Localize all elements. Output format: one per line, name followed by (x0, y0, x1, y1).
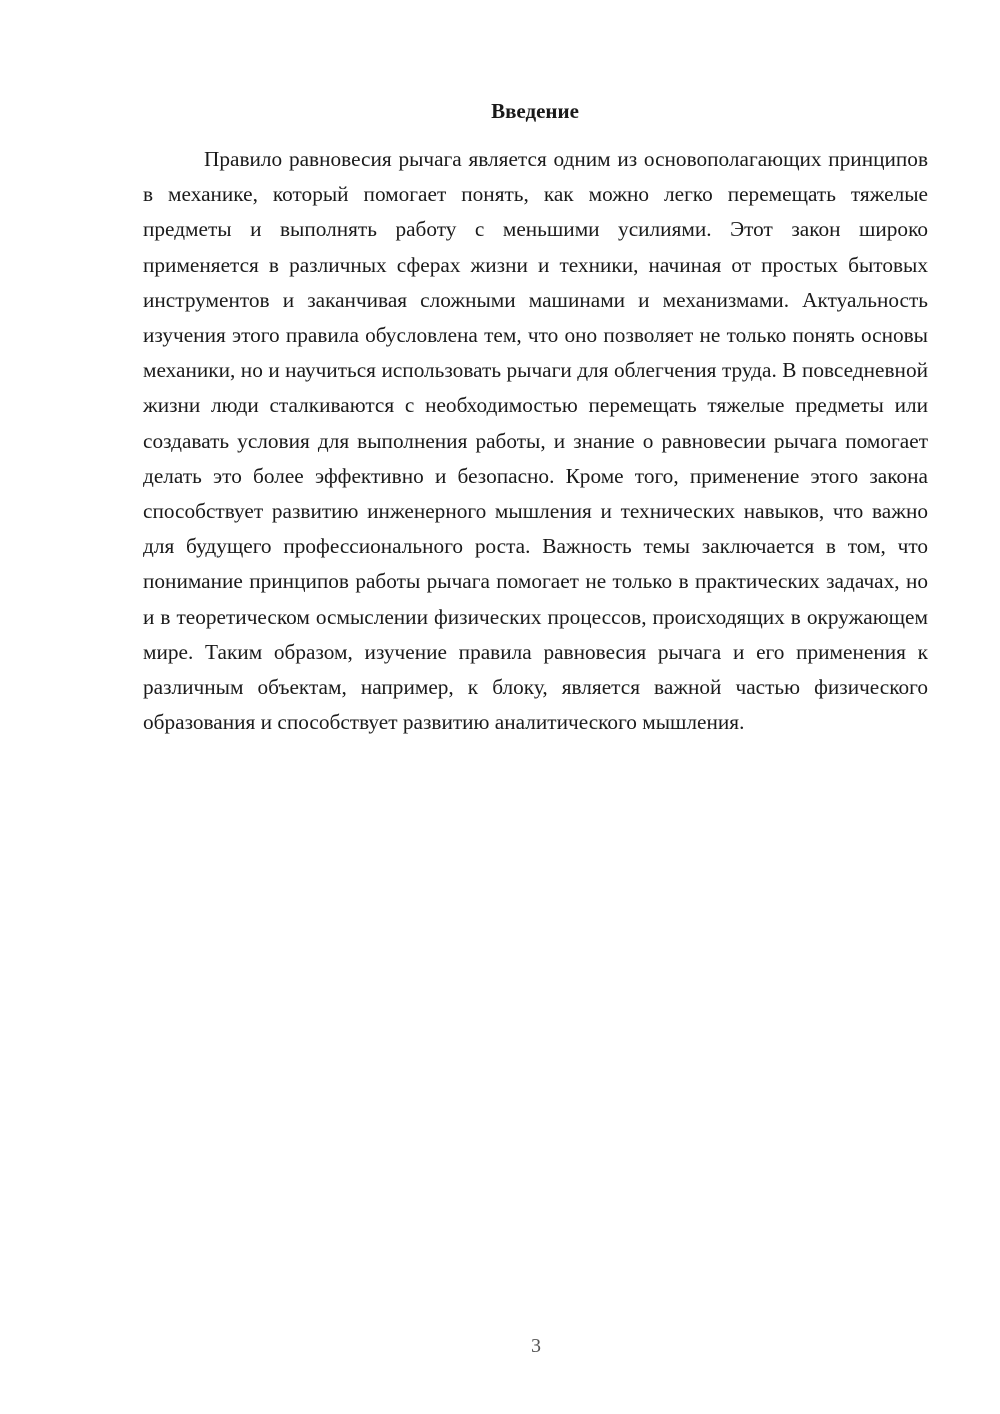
section-title: Введение (491, 99, 579, 123)
body-paragraph: Правило равновесия рычага является одним из основополагающих принципов в механике, который помогает понять, как можно легко перемещать тяжелые предметы и выполнять работу с меньшими усилиями. Этот закон широко применяется в различных сферах жизни и техники, начиная от простых бытовых инструментов и заканчивая сложными машинами и механизмами. Актуальность изучения этого правила обусловлена тем, что оно позволяет не только понять основы механики, но и научиться использовать рычаги для облегчения труда. В повседневной жизни люди сталкиваются с необходимостью перемещать тяжелые предметы или создавать условия для выполнения работы, и знание о равновесии рычага помогает делать это более эффективно и безопасно. Кроме того, применение этого закона способствует развитию инженерного мышления и технических навыков, что важно для будущего профессионального роста. Важность темы заключается в том, что понимание принципов работы рычага помогает не только в практических задачах, но и в теоретическом осмыслении физических процессов, происходящих в окружающем мире. Таким образом, изучение правила равновесия рычага и его применения к различным объектам, например, к блоку, является важной частью физического образования и способствует развитию аналитического мышления. (143, 147, 928, 735)
page-number: 3 (531, 1335, 541, 1357)
